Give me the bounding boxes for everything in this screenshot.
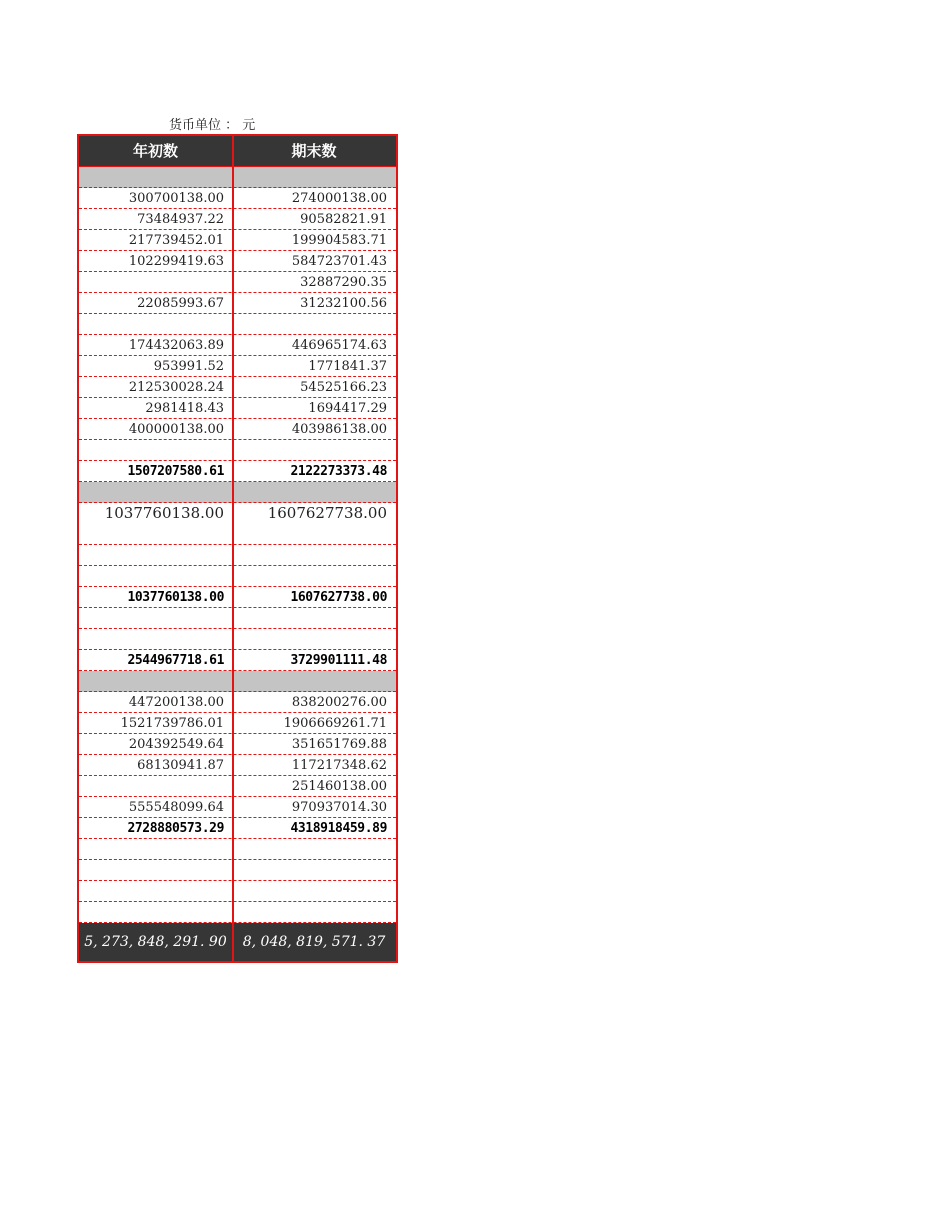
table-row — [79, 398, 396, 419]
start-of-year-value — [79, 440, 232, 460]
column-divider — [232, 136, 234, 961]
table-row — [79, 230, 396, 251]
start-of-year-value: 212530028.24 — [128, 380, 224, 395]
end-of-period-value: 32887290.35 — [300, 275, 387, 290]
table-row — [79, 209, 396, 230]
end-of-period-value — [232, 167, 396, 187]
start-of-year-value — [79, 314, 232, 334]
start-of-year-value: 400000138.00 — [128, 422, 224, 437]
end-of-period-value — [232, 671, 396, 691]
end-of-period-value — [232, 860, 396, 880]
table-footer-total — [79, 923, 396, 961]
start-of-year-value — [79, 524, 232, 544]
start-of-year-value: 204392549.64 — [128, 737, 224, 752]
start-of-year-value — [79, 482, 232, 502]
end-of-period-value — [232, 314, 396, 334]
start-of-year-value — [79, 629, 232, 649]
end-of-period-value — [232, 545, 396, 565]
table-row — [79, 503, 396, 524]
start-of-year-value — [79, 272, 232, 292]
end-of-period-value: 584723701.43 — [291, 254, 387, 269]
end-of-period-value — [232, 629, 396, 649]
start-of-year-value: 73484937.22 — [137, 212, 224, 227]
table-row — [79, 188, 396, 209]
start-of-year-value: 22085993.67 — [137, 296, 224, 311]
section-header-row — [79, 671, 396, 692]
section-header-row — [79, 167, 396, 188]
end-of-period-value — [232, 881, 396, 901]
start-of-year-value — [79, 545, 232, 565]
end-of-period-value: 4318918459.89 — [290, 821, 387, 836]
start-of-year-value: 68130941.87 — [137, 758, 224, 773]
end-of-period-value: 1694417.29 — [308, 401, 387, 416]
end-of-period-value: 403986138.00 — [291, 422, 387, 437]
subtotal-row — [79, 461, 396, 482]
table-row — [79, 272, 396, 293]
start-of-year-value — [79, 167, 232, 187]
table-row — [79, 776, 396, 797]
start-of-year-value — [79, 608, 232, 628]
section-header-row — [79, 482, 396, 503]
table-row — [79, 419, 396, 440]
table-row — [79, 860, 396, 881]
start-of-year-value: 2981418.43 — [145, 401, 224, 416]
start-of-year-value — [79, 881, 232, 901]
end-of-period-value: 90582821.91 — [300, 212, 387, 227]
balance-sheet-table — [77, 134, 398, 963]
end-of-period-value: 117217348.62 — [291, 758, 387, 773]
subtotal-row — [79, 587, 396, 608]
start-of-year-value — [79, 566, 232, 586]
table-row — [79, 335, 396, 356]
table-row — [79, 734, 396, 755]
table-row — [79, 314, 396, 335]
table-row — [79, 608, 396, 629]
table-row — [79, 755, 396, 776]
end-of-period-value — [232, 440, 396, 460]
end-of-period-value: 446965174.63 — [291, 338, 387, 353]
start-of-year-value: 174432063.89 — [128, 338, 224, 353]
footer-start-total: 5, 273, 848, 291. 90 — [84, 933, 227, 950]
table-row — [79, 377, 396, 398]
end-of-period-value: 274000138.00 — [291, 191, 387, 206]
table-row — [79, 293, 396, 314]
table-row — [79, 839, 396, 860]
table-row — [79, 356, 396, 377]
start-of-year-value: 102299419.63 — [128, 254, 224, 269]
start-of-year-value: 447200138.00 — [128, 695, 224, 710]
table-row — [79, 713, 396, 734]
end-of-period-value — [232, 608, 396, 628]
table-row — [79, 797, 396, 818]
table-row — [79, 881, 396, 902]
table-row — [79, 545, 396, 566]
table-row — [79, 440, 396, 461]
end-of-period-value: 251460138.00 — [291, 779, 387, 794]
table-row — [79, 566, 396, 587]
end-of-period-value — [232, 839, 396, 859]
table-row — [79, 524, 396, 545]
table-row — [79, 629, 396, 650]
table-row — [79, 251, 396, 272]
end-of-period-value: 1906669261.71 — [283, 716, 387, 731]
start-of-year-value: 1521739786.01 — [120, 716, 224, 731]
start-of-year-value: 2728880573.29 — [127, 821, 224, 836]
end-of-period-value: 351651769.88 — [291, 737, 387, 752]
start-of-year-value: 1037760138.00 — [127, 590, 224, 605]
subtotal-row — [79, 818, 396, 839]
end-of-period-value — [232, 482, 396, 502]
start-of-year-value — [79, 776, 232, 796]
start-of-year-value: 1037760138.00 — [104, 504, 224, 522]
end-of-period-value — [232, 566, 396, 586]
subtotal-row — [79, 650, 396, 671]
start-of-year-value: 217739452.01 — [128, 233, 224, 248]
start-of-year-value — [79, 671, 232, 691]
currency-unit-label: 货币单位 ： 元 — [169, 118, 256, 133]
start-of-year-value: 1507207580.61 — [127, 464, 224, 479]
start-of-year-value: 555548099.64 — [128, 800, 224, 815]
start-of-year-value — [79, 902, 232, 922]
end-of-period-value: 54525166.23 — [300, 380, 387, 395]
start-of-year-value — [79, 839, 232, 859]
end-of-period-value: 199904583.71 — [291, 233, 387, 248]
end-of-period-value: 31232100.56 — [300, 296, 387, 311]
end-of-period-value — [232, 902, 396, 922]
end-of-period-value — [232, 524, 396, 544]
start-of-year-value: 953991.52 — [153, 359, 224, 374]
end-of-period-value: 970937014.30 — [291, 800, 387, 815]
end-of-period-value: 1607627738.00 — [267, 504, 387, 522]
table-row — [79, 902, 396, 923]
end-of-period-value: 1607627738.00 — [290, 590, 387, 605]
table-header — [79, 136, 396, 167]
start-of-year-value: 2544967718.61 — [127, 653, 224, 668]
end-of-period-value: 838200276.00 — [291, 695, 387, 710]
header-end-of-period: 期末数 — [291, 141, 337, 160]
start-of-year-value: 300700138.00 — [128, 191, 224, 206]
header-start-of-year: 年初数 — [132, 141, 178, 160]
start-of-year-value — [79, 860, 232, 880]
end-of-period-value: 3729901111.48 — [290, 653, 387, 668]
end-of-period-value: 2122273373.48 — [290, 464, 387, 479]
end-of-period-value: 1771841.37 — [308, 359, 387, 374]
table-row — [79, 692, 396, 713]
footer-end-total: 8, 048, 819, 571. 37 — [242, 933, 386, 950]
